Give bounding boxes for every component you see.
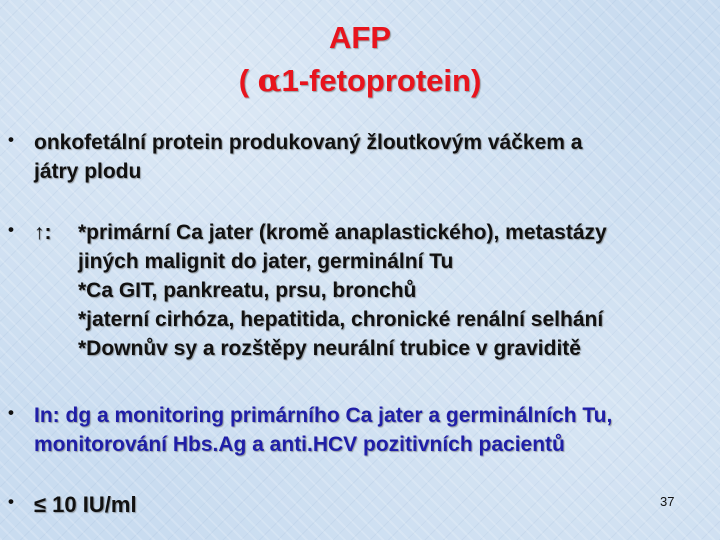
page-number: 37: [660, 494, 675, 509]
bullet-elevation: [78, 218, 607, 363]
elevation-line-4: *jaterní cirhóza, hepatitida, chronické renální selhání: [78, 308, 604, 331]
bullet-dot-icon: •: [8, 130, 14, 149]
bullet-origin-line-1: onkofetální protein produkovaný žloutkovým váčkem a: [34, 131, 583, 154]
elevation-label: ↑:: [34, 221, 52, 244]
indication-line-1: In: dg a monitoring primárního Ca jater a germinálních Tu,: [34, 404, 613, 427]
bullet-dot-icon: •: [8, 403, 14, 422]
bullet-indication: [34, 401, 612, 459]
title-paren-open: (: [238, 63, 250, 98]
bullet-dot-icon: •: [8, 220, 14, 239]
elevation-line-2: jiných malignit do jater, germinální Tu: [78, 250, 454, 273]
elevation-line-3: *Ca GIT, pankreatu, prsu, bronchů: [78, 279, 417, 302]
title-line-1: AFP: [329, 20, 391, 55]
slide-title: [0, 19, 720, 57]
elevation-line-1: *primární Ca jater (kromě anaplastického), metastázy: [78, 221, 607, 244]
elevation-line-5: *Downův sy a rozštěpy neurální trubice v graviditě: [78, 337, 581, 360]
slide-subtitle: [0, 62, 720, 100]
bullet-reference-value: ≤ 10 IU/ml: [34, 492, 137, 517]
indication-line-2: monitorování Hbs.Ag a anti.HCV pozitivních pacientů: [34, 433, 565, 456]
bullet-origin-line-2: játry plodu: [34, 160, 142, 183]
title-line-2: 1-fetoprotein): [281, 63, 482, 98]
alpha-symbol: α: [257, 63, 282, 99]
bullet-origin: [34, 128, 582, 186]
bullet-dot-icon: •: [8, 492, 14, 511]
